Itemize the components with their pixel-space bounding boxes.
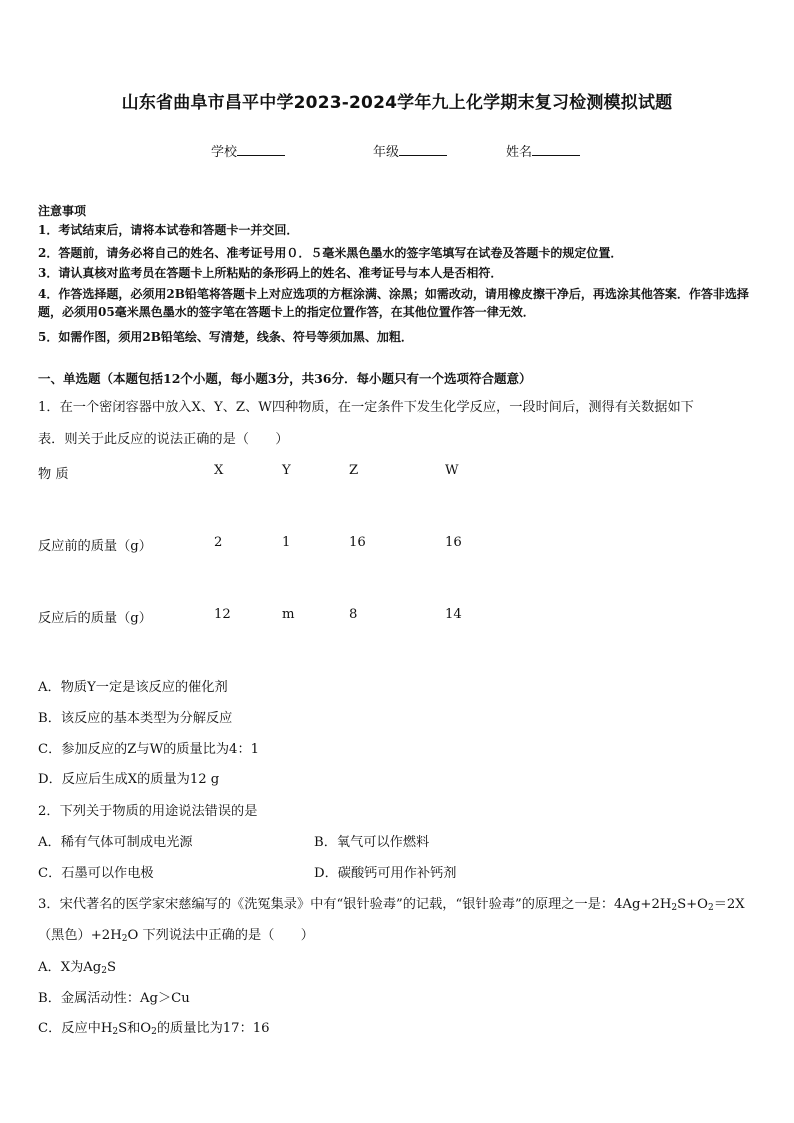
table-cell: 16 <box>349 535 366 550</box>
table-header-cell: X <box>214 463 224 478</box>
subscript: 2 <box>112 1027 119 1037</box>
grade-label: 年级 <box>373 145 400 160</box>
q3-stem-text: S+O <box>677 897 708 912</box>
subscript: 2 <box>707 903 714 913</box>
q3-stem-text: 3．宋代著名的医学家宋慈编写的《洗冤集录》中有“银针验毒”的记载，“银针验毒”的原理之一是：4Ag+2H <box>38 897 672 912</box>
option-text: 的质量比为17：16 <box>156 1021 270 1036</box>
school-field <box>211 141 285 160</box>
grade-field <box>373 141 447 160</box>
q3-stem-text: ＝2X <box>713 897 745 912</box>
q2-option-b[interactable]: B．氧气可以作燃料 <box>314 835 430 850</box>
table-cell: m <box>282 607 295 622</box>
q3-option-a[interactable] <box>38 956 116 975</box>
table-header-cell: Y <box>282 463 291 478</box>
q3-stem-line1 <box>38 893 745 912</box>
q2-option-d[interactable]: D．碳酸钙可用作补钙剂 <box>314 866 457 881</box>
option-text: A．X为Ag <box>38 960 102 975</box>
option-text: S和O <box>118 1021 152 1036</box>
table-cell: 1 <box>282 535 291 550</box>
table-row-label: 反应前的质量（g） <box>38 539 152 554</box>
table-cell: 2 <box>214 535 223 550</box>
q1-option-d[interactable]: D．反应后生成X的质量为12 g <box>38 772 220 787</box>
option-text: S <box>107 960 117 975</box>
name-blank[interactable] <box>532 143 580 156</box>
notice-item: 3．请认真核对监考员在答题卡上所粘贴的条形码上的姓名、准考证号与本人是否相符． <box>38 266 503 280</box>
q1-stem-line2: 表．则关于此反应的说法正确的是（ ） <box>38 432 289 447</box>
subscript: 2 <box>671 903 678 913</box>
table-header-cell: W <box>445 463 459 478</box>
page-title: 山东省曲阜市昌平中学2023-2024学年九上化学期末复习检测模拟试题 <box>121 93 673 113</box>
subscript: 2 <box>151 1027 157 1037</box>
notice-item: 5．如需作图，须用2B铅笔绘、写清楚，线条、符号等须加黑、加粗． <box>38 330 413 344</box>
q3-stem-text: O 下列说法中正确的是（ ） <box>127 928 314 943</box>
school-label: 学校 <box>211 145 238 160</box>
grade-blank[interactable] <box>399 143 447 156</box>
q3-stem-text: （黑色）+2H <box>38 928 122 943</box>
notice-item: 1．考试结束后，请将本试卷和答题卡一并交回． <box>38 223 299 237</box>
table-header-cell: Z <box>349 463 359 478</box>
table-header-cell: 物 质 <box>38 467 69 482</box>
q2-option-c[interactable]: C．石墨可以作电极 <box>38 866 154 881</box>
name-label: 姓名 <box>506 145 533 160</box>
q3-option-b[interactable]: B．金属活动性：Ag＞Cu <box>38 991 190 1006</box>
q1-option-c[interactable]: C．参加反应的Z与W的质量比为4：1 <box>38 742 260 757</box>
option-text: C．反应中H <box>38 1021 113 1036</box>
q1-option-a[interactable]: A．物质Y一定是该反应的催化剂 <box>38 680 228 695</box>
section-heading: 一、单选题（本题包括12个小题，每小题3分，共36分．每小题只有一个选项符合题意） <box>38 371 532 386</box>
school-blank[interactable] <box>237 143 285 156</box>
table-cell: 14 <box>445 607 462 622</box>
q1-stem-line1: 1．在一个密闭容器中放入X、Y、Z、W四种物质，在一定条件下发生化学反应，一段时间后，测得有关数据如下 <box>38 400 694 415</box>
table-cell: 12 <box>214 607 231 622</box>
table-cell: 16 <box>445 535 462 550</box>
notice-heading: 注意事项 <box>38 204 87 218</box>
q2-stem: 2．下列关于物质的用途说法错误的是 <box>38 804 258 819</box>
notice-item: 4．作答选择题，必须用2B铅笔将答题卡上对应选项的方框涂满、涂黑；如需改动，请用橡皮擦干净后，再选涂其他答案．作答非选择题，必须用05毫米黑色墨水的签字笔在答题卡上的指定位置作答，在其他位置作答一律无效． <box>38 287 749 319</box>
subscript: 2 <box>121 934 128 944</box>
name-field <box>506 141 580 160</box>
q1-option-b[interactable]: B．该反应的基本类型为分解反应 <box>38 711 233 726</box>
q3-stem-line2 <box>38 924 314 943</box>
table-cell: 8 <box>349 607 358 622</box>
table-row-label: 反应后的质量（g） <box>38 611 152 626</box>
notice-item: 2．答题前，请务必将自己的姓名、准考证号用０．５毫米黑色墨水的签字笔填写在试卷及答题卡的规定位置． <box>38 246 623 260</box>
subscript: 2 <box>101 966 107 976</box>
q2-option-a[interactable]: A．稀有气体可制成电光源 <box>38 835 193 850</box>
q3-option-c[interactable] <box>38 1017 270 1036</box>
